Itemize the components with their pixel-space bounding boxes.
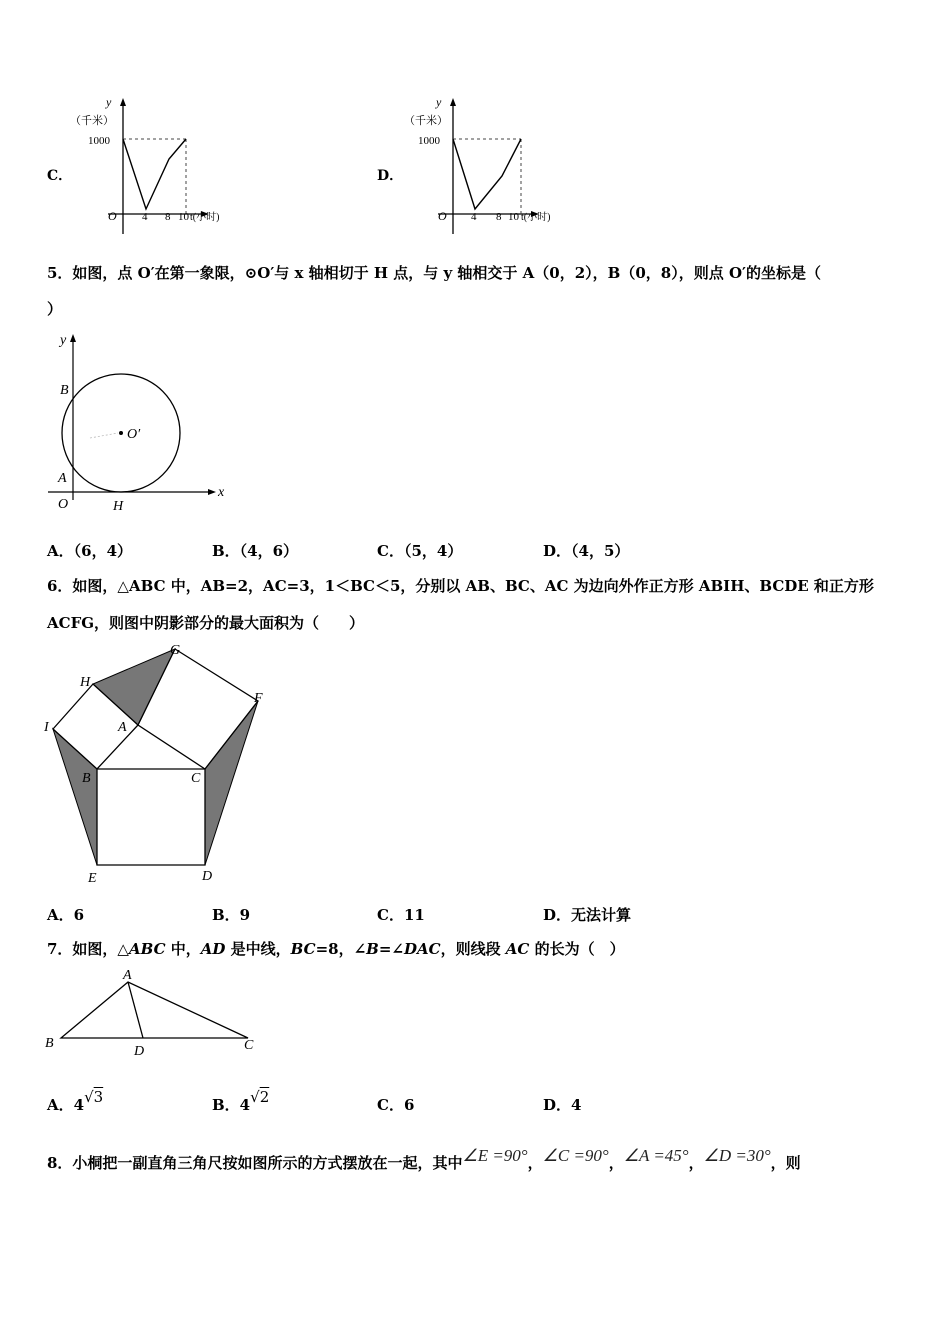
graph-c-xlabel: t(小时) [190,212,220,223]
q7-ac: AC [505,940,530,958]
q5-H: H [113,499,124,514]
q7-option-b-prefix: B．4 [212,1096,251,1114]
q7-option-c[interactable]: C．6 [377,1096,415,1114]
graph-c-x10: 10 [178,211,189,223]
graph-d-y: y [436,95,442,109]
q8-angle-e: ∠E =90° [462,1146,528,1165]
graph-c-unit: （千米） [70,115,114,127]
graph-d-xlabel: t(小时) [521,212,551,223]
q6-A: A [118,720,127,735]
q5-O: O [58,497,69,512]
q6-text-line2: ACFG，则图中阴影部分的最大面积为（ ） [47,614,365,632]
q7-part-7: =8，∠ [315,940,367,958]
q7-D: D [134,1044,145,1059]
q6-text-line1: 6．如图，△ABC 中，AB=2，AC=3，1＜BC＜5，分别以 AB、BC、AC 为边向外作正方形 ABIH、BCDE 和正方形 [47,577,874,595]
q7-part-5: 是中线， [225,940,291,958]
q7-option-a[interactable] [47,1088,104,1115]
q7-ad: AD [200,940,226,958]
graph-c-origin: O [108,209,117,223]
q5-text-line1: 5．如图，点 O′在第一象限，⊙O′与 x 轴相切于 H 点，与 y 轴相交于 A（0，2），B（0，8），则点 O′的坐标是（ [47,264,821,282]
q6-F: F [254,691,263,706]
q5-option-a[interactable]: A．（6，4） [47,542,133,560]
q8-suffix: ，则 [770,1154,801,1172]
q7-option-a-prefix: A．4 [47,1096,85,1114]
q7-b: B [366,940,379,958]
q5-option-b[interactable]: B．（4，6） [212,542,299,560]
q5-text-line2: ） [47,300,63,318]
q6-E: E [88,871,97,886]
graph-d-ytick: 1000 [418,135,440,147]
q8-angle-d: ∠D =30° [703,1146,771,1165]
q7-part-11: ，则线段 [440,940,506,958]
graph-d [400,92,570,242]
q7-part-9: =∠ [378,940,404,958]
q7-text [47,938,625,959]
q5-A: A [58,471,67,486]
q7-A: A [123,968,132,983]
q6-option-c[interactable]: C．11 [377,906,425,924]
q7-part-3: 中， [165,940,201,958]
graph-c [70,92,240,242]
q6-figure [40,640,275,890]
graph-d-unit: （千米） [404,115,448,127]
graph-d-x8: 8 [496,211,502,223]
q7-figure [40,965,270,1060]
q7-B: B [45,1036,54,1051]
q8-sep-1: ， [527,1154,543,1172]
q8-prefix: 8．小桐把一副直角三角尺按如图所示的方式摆放在一起，其中 [47,1154,463,1172]
q8-angle-c: ∠C =90° [542,1146,609,1165]
q5-x: x [218,485,225,500]
graph-d-x4: 4 [471,211,477,223]
q5-option-d[interactable]: D．（4，5） [543,542,630,560]
q6-C: C [191,771,201,786]
graph-d-x10: 10 [508,211,519,223]
q8-text [47,1146,801,1173]
graph-c-x4: 4 [142,211,148,223]
q5-y: y [60,333,67,348]
graph-c-label: C． [47,168,73,184]
q7-dac: DAC [403,940,441,958]
graph-d-origin: O [438,209,447,223]
q5-B: B [60,383,69,398]
q7-abc: ABC [128,940,166,958]
q6-option-a[interactable]: A．6 [47,906,85,924]
graph-c-ytick: 1000 [88,135,110,147]
sqrt-icon: √3 [84,1088,104,1106]
q6-B: B [82,771,91,786]
q7-option-d[interactable]: D．4 [543,1096,582,1114]
q5-center: O′ [127,427,141,442]
graph-c-x8: 8 [165,211,171,223]
q6-D: D [202,869,213,884]
graph-c-y: y [106,95,112,109]
q7-option-a-radicand: 3 [93,1088,104,1106]
q6-option-b[interactable]: B．9 [212,906,251,924]
q8-angle-a: ∠A =45° [623,1146,689,1165]
q7-option-b[interactable] [212,1088,270,1115]
q5-option-c[interactable]: C．（5，4） [377,542,463,560]
q7-bc: BC [290,940,316,958]
q8-sep-2: ， [608,1154,624,1172]
q6-I: I [44,720,49,735]
q6-H: H [80,675,91,690]
q7-C: C [244,1038,254,1053]
q8-sep-3: ， [688,1154,704,1172]
q5-figure [40,330,235,520]
q7-part-1: 7．如图，△ [47,940,129,958]
q6-option-d[interactable]: D．无法计算 [543,906,632,924]
graph-d-label: D． [377,168,404,184]
q7-part-13: 的长为（ ） [529,940,625,958]
q7-option-b-radicand: 2 [259,1088,270,1106]
sqrt-icon: √2 [250,1088,270,1106]
q6-G: G [170,643,181,658]
